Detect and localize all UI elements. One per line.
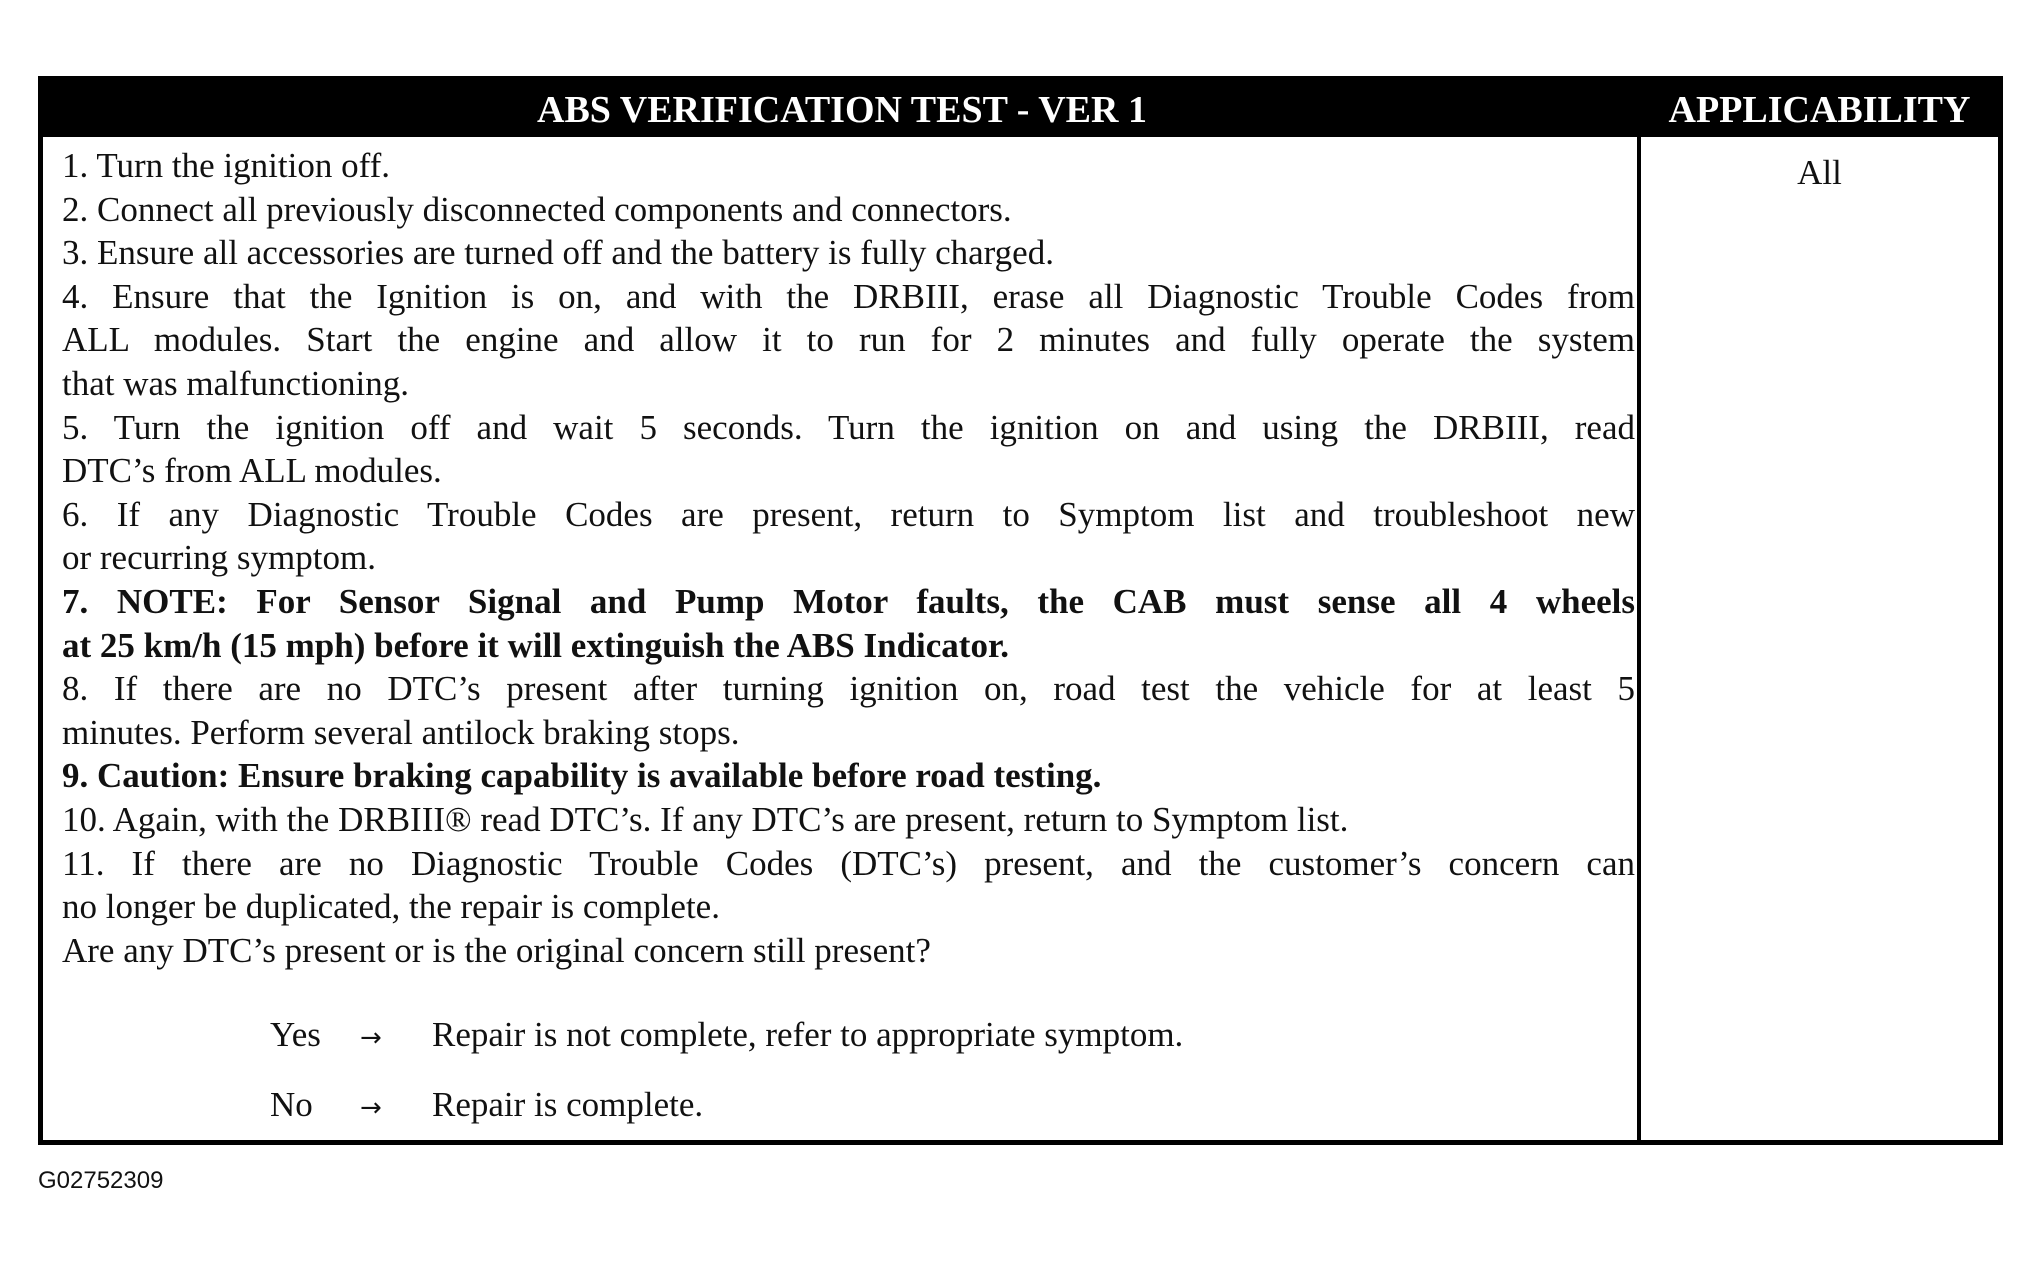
step-line: 4. Ensure that the Ignition is on, and with the DRBIII, erase all Diagnostic Trouble Codes from <box>62 276 1635 316</box>
answer-yes <box>270 1015 1183 1058</box>
step-line: 6. If any Diagnostic Trouble Codes are present, return to Symptom list and troubleshoot new <box>62 494 1635 534</box>
step-line: 10. Again, with the DRBIII® read DTC’s. If any DTC’s are present, return to Symptom list. <box>62 799 1349 839</box>
procedure-steps <box>62 144 1635 972</box>
step-line: no longer be duplicated, the repair is complete. <box>62 887 720 927</box>
step-line: ALL modules. Start the engine and allow it to run for 2 minutes and fully operate the system <box>62 320 1635 360</box>
note-line: at 25 km/h (15 mph) before it will extinguish the ABS Indicator. <box>62 625 1010 665</box>
step-line: or recurring symptom. <box>62 538 376 578</box>
step-line: 3. Ensure all accessories are turned off and the battery is fully charged. <box>62 233 1054 273</box>
yes-outcome: Repair is not complete, refer to appropriate symptom. <box>432 1015 1184 1054</box>
right-arrow-icon: → <box>360 1023 382 1053</box>
step-line: 5. Turn the ignition off and wait 5 seconds. Turn the ignition on and using the DRBIII, read <box>62 407 1635 447</box>
verification-test-table <box>38 76 2003 1145</box>
step-line: minutes. Perform several antilock braking stops. <box>62 712 740 752</box>
step-line: DTC’s from ALL modules. <box>62 451 442 491</box>
applicability-value: All <box>1797 153 1842 192</box>
test-title: ABS VERIFICATION TEST - VER 1 <box>537 89 1147 131</box>
step-line: 8. If there are no DTC’s present after turning ignition on, road test the vehicle for at least 5 <box>62 669 1635 709</box>
step-line: 11. If there are no Diagnostic Trouble Codes (DTC’s) present, and the customer’s concern can <box>62 843 1635 883</box>
step-line: that was malfunctioning. <box>62 363 410 403</box>
column-divider <box>1637 137 1641 1140</box>
yes-label: Yes <box>270 1015 321 1054</box>
answer-no <box>270 1085 703 1128</box>
right-arrow-icon: → <box>360 1093 382 1123</box>
question-line: Are any DTC’s present or is the original concern still present? <box>62 930 931 970</box>
applicability-header: APPLICABILITY <box>1668 89 1971 131</box>
caution-line: 9. Caution: Ensure braking capability is available before road testing. <box>62 756 1102 796</box>
no-outcome: Repair is complete. <box>432 1085 704 1124</box>
no-label: No <box>270 1085 313 1124</box>
note-line: 7. NOTE: For Sensor Signal and Pump Motor faults, the CAB must sense all 4 wheels <box>62 581 1635 621</box>
figure-id: G02752309 <box>38 1167 164 1194</box>
step-line: 2. Connect all previously disconnected components and connectors. <box>62 189 1012 229</box>
table-header <box>43 81 1998 137</box>
step-line: 1. Turn the ignition off. <box>62 146 391 185</box>
